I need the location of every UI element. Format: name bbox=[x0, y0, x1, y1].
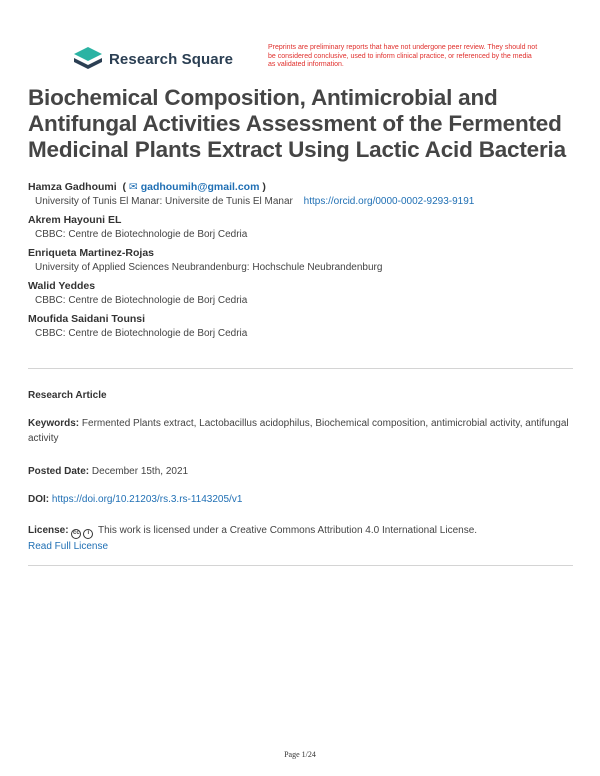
author-name: Enriqueta Martinez-Rojas bbox=[28, 247, 155, 259]
author-affiliation: University of Applied Sciences Neubrandenburg: Hochschule Neubrandenburg bbox=[35, 262, 383, 273]
research-square-logo-icon bbox=[72, 46, 104, 72]
license-label: License: bbox=[28, 525, 69, 536]
posted-date-value: December 15th, 2021 bbox=[91, 466, 189, 477]
author-name: Akrem Hayouni EL bbox=[28, 214, 122, 226]
cc-by-icon: i bbox=[83, 529, 93, 539]
author-affiliation: CBBC: Centre de Biotechnologie de Borj Cedria bbox=[35, 295, 248, 306]
email-icon: ✉ bbox=[128, 181, 138, 193]
doi-label: DOI: bbox=[28, 494, 50, 505]
cc-icon: cc bbox=[71, 529, 81, 539]
author-list bbox=[28, 180, 578, 345]
author-affiliation: CBBC: Centre de Biotechnologie de Borj Cedria bbox=[35, 229, 248, 240]
author-affiliation: University of Tunis El Manar: Universite de Tunis El Manar https://orcid.org/0000-0002-9293-9191 bbox=[35, 196, 475, 207]
keywords bbox=[28, 416, 573, 446]
keywords-value: Fermented Plants extract, Lactobacillus acidophilus, Biochemical composition, antimicrobial activity, antifungal activity bbox=[28, 418, 569, 444]
doi-link[interactable]: https://doi.org/10.21203/rs.3.rs-1143205/v1 bbox=[51, 494, 243, 505]
orcid-link[interactable]: https://orcid.org/0000-0002-9293-9191 bbox=[303, 196, 475, 207]
license-text: This work is licensed under a Creative Commons Attribution 4.0 International License. bbox=[97, 525, 478, 536]
keywords-label: Keywords: bbox=[28, 418, 80, 429]
divider bbox=[28, 565, 573, 566]
article-type: Research Article bbox=[28, 390, 107, 401]
preprint-notice: Preprints are preliminary reports that have not undergone peer review. They should not be considered conclusive, used to inform clinical practice, or referenced by the media as validated information. bbox=[268, 44, 538, 69]
author-email-link[interactable]: gadhoumih@gmail.com bbox=[140, 181, 260, 193]
posted-date-label: Posted Date: bbox=[28, 466, 90, 477]
posted-date bbox=[28, 464, 573, 479]
doi bbox=[28, 492, 573, 507]
paper-title: Biochemical Composition, Antimicrobial and Antifungal Activities Assessment of the Fermented Medicinal Plants Extract Using Lactic Acid Bacteria bbox=[28, 85, 566, 162]
author-name: Walid Yeddes bbox=[28, 280, 96, 292]
author-affiliation: CBBC: Centre de Biotechnologie de Borj Cedria bbox=[35, 328, 248, 339]
license bbox=[28, 523, 573, 554]
logo-text: Research Square bbox=[109, 50, 234, 68]
author-name: Hamza Gadhoumi ( ✉ gadhoumih@gmail.com ) bbox=[28, 181, 266, 193]
divider bbox=[28, 368, 573, 369]
author-name: Moufida Saidani Tounsi bbox=[28, 313, 146, 325]
research-square-logo[interactable] bbox=[72, 46, 233, 72]
page-number: Page 1/24 bbox=[284, 750, 316, 759]
read-full-license-link[interactable]: Read Full License bbox=[28, 541, 109, 552]
